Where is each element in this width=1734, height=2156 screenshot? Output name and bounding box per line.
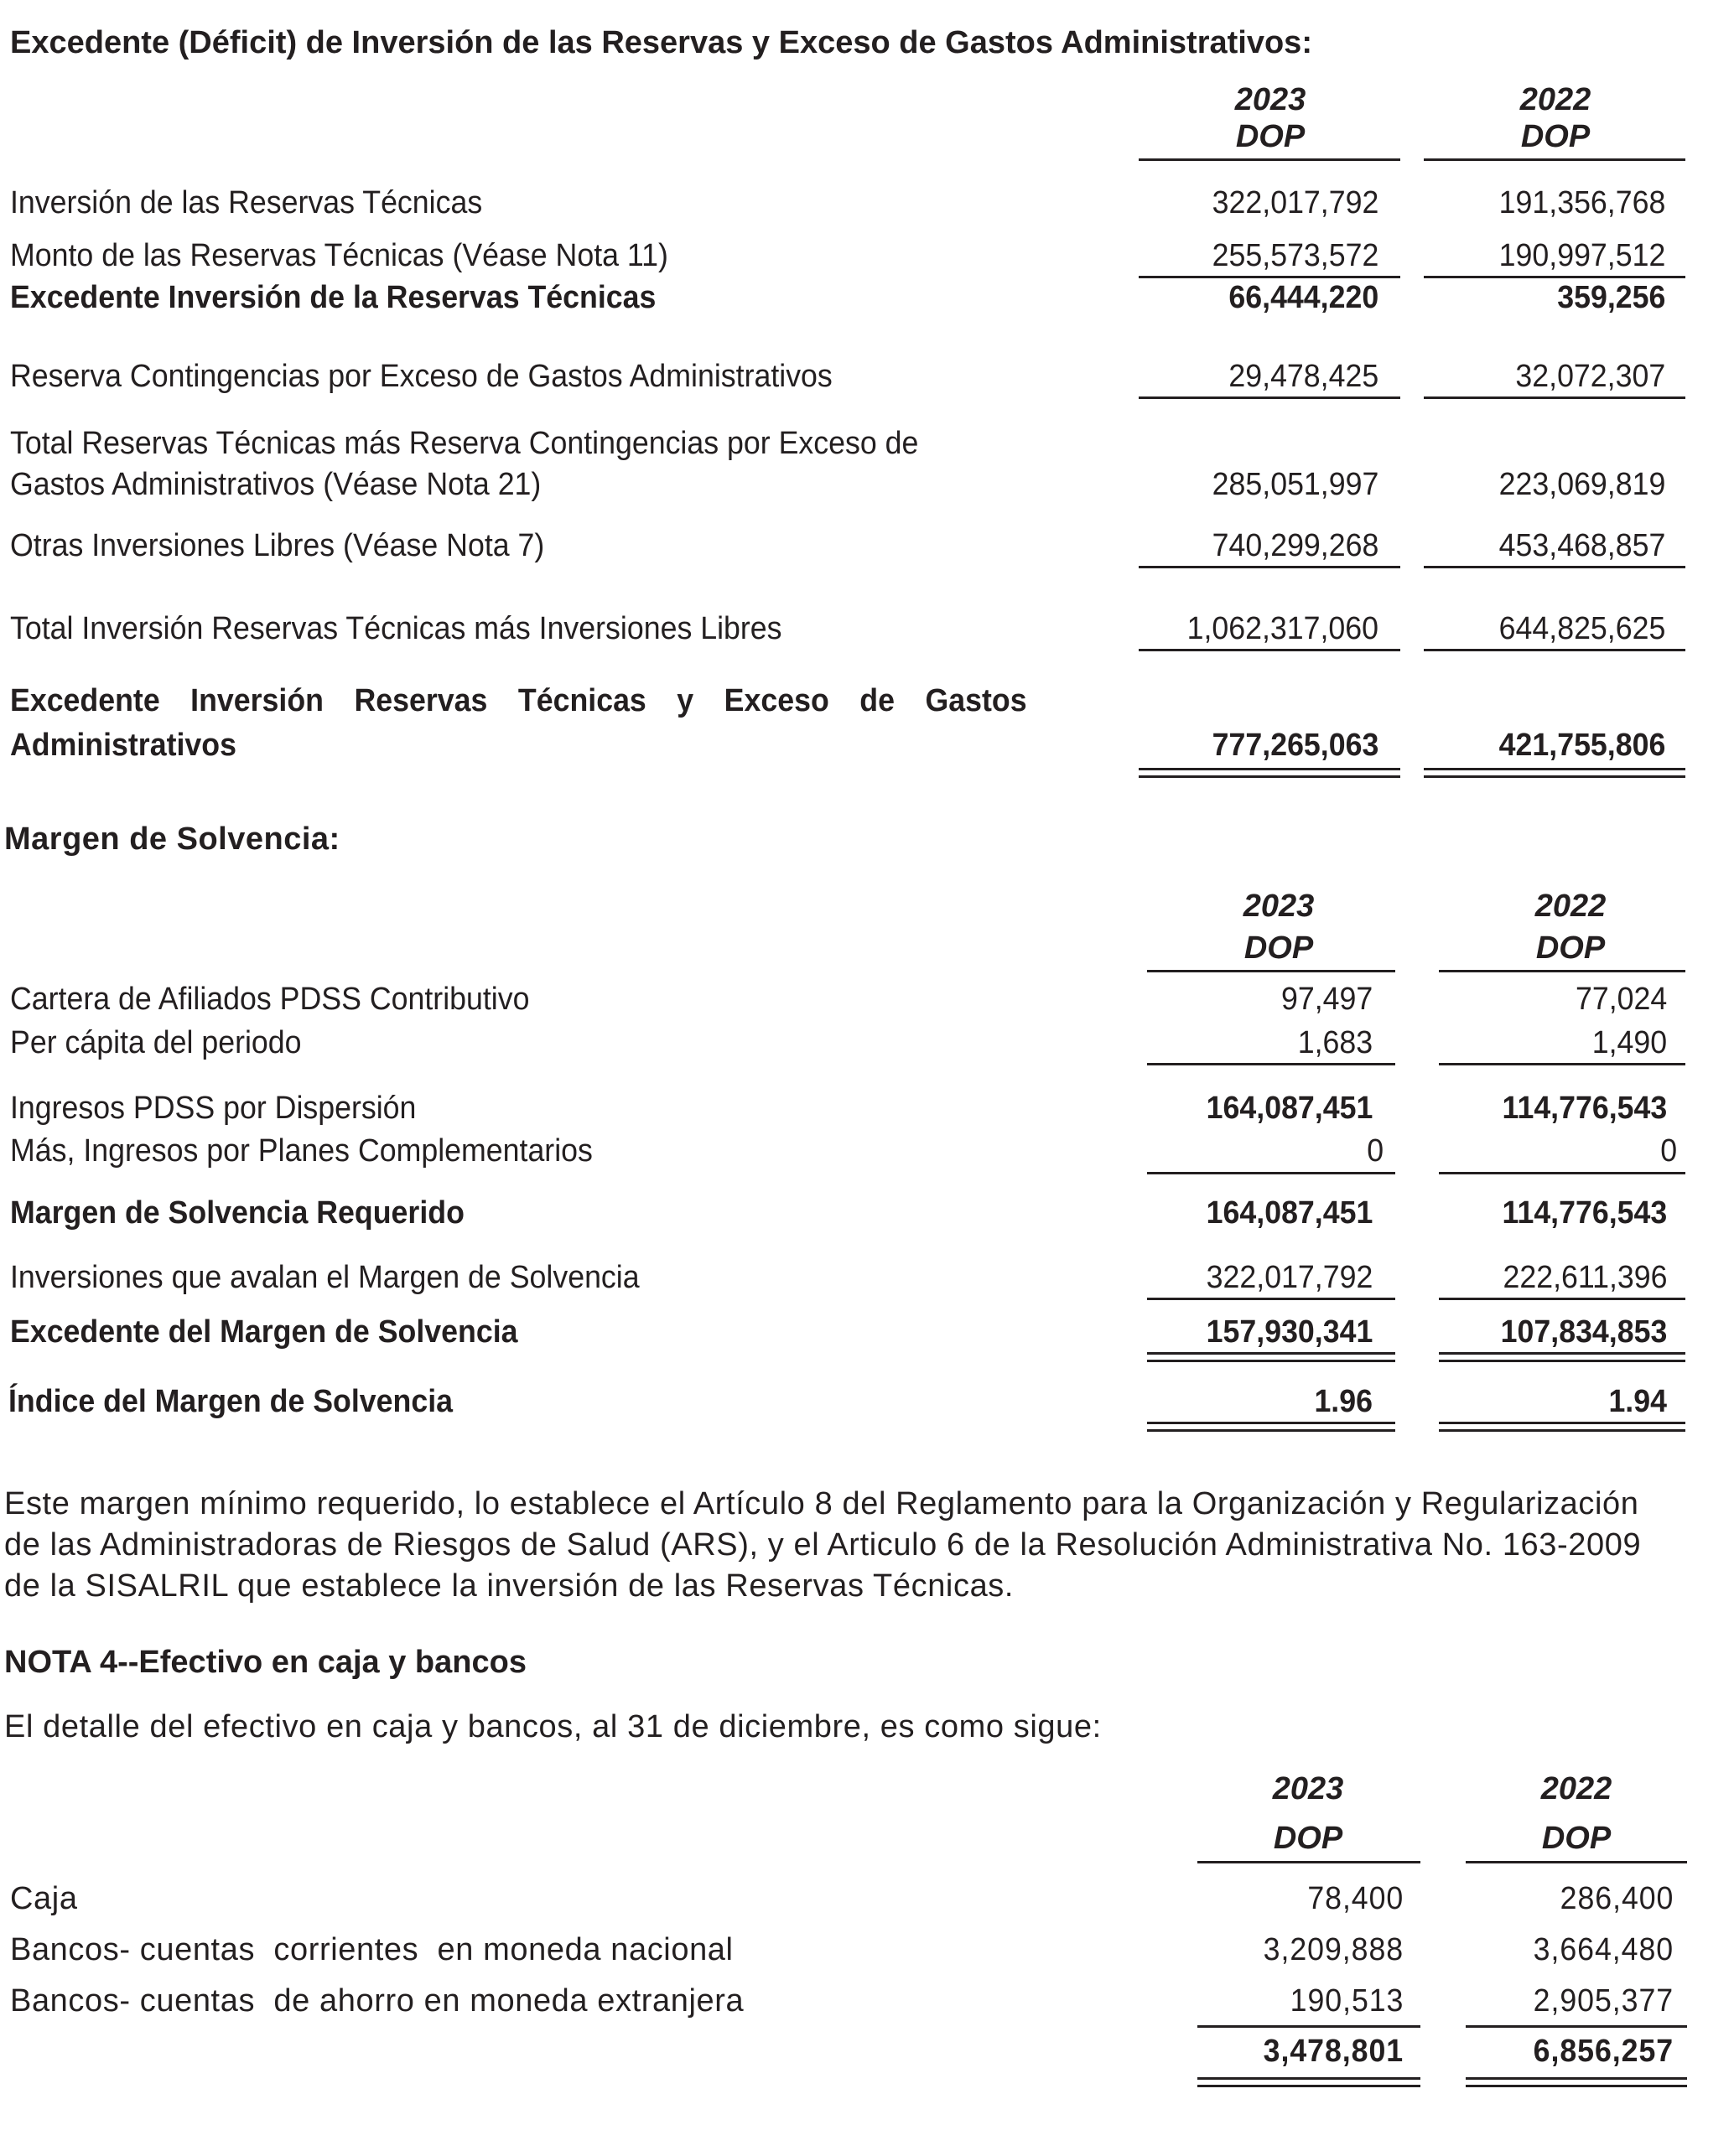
nota4-col1-double-rule [1197, 2077, 1420, 2087]
solvencia-row-label: Per cápita del periodo [10, 1025, 302, 1060]
reservas-row-label: Otras Inversiones Libres (Véase Nota 7) [10, 528, 545, 563]
reservas-row-value-2022: 644,825,625 [1498, 611, 1665, 646]
solvencia-row-label: Más, Ingresos por Planes Complementarios [10, 1133, 593, 1169]
solvencia-row-value-2023: 322,017,792 [1206, 1260, 1373, 1295]
nota4-col1-header-rule [1197, 1861, 1420, 1863]
nota4-title: NOTA 4--Efectivo en caja y bancos [4, 1645, 527, 1680]
nota4-col2-year: 2022 [1540, 1771, 1612, 1806]
solvencia-row-value-2022: 1.94 [1608, 1384, 1667, 1419]
solvencia-col1-double-rule [1147, 1352, 1395, 1362]
reservas-row-value-2022: 190,997,512 [1498, 238, 1665, 273]
reservas-col1-rule [1139, 566, 1400, 568]
reservas-row-label-line1 [10, 683, 1027, 719]
reservas-col2-year: 2022 [1519, 82, 1591, 117]
reservas-col2-rule [1424, 566, 1685, 568]
solvencia-col1-double-rule [1147, 1422, 1395, 1432]
label-word: y [677, 683, 694, 718]
reservas-row-value-2023: 777,265,063 [1212, 728, 1378, 763]
nota4-col1-currency: DOP [1273, 1821, 1343, 1856]
solvencia-title: Margen de Solvencia: [4, 821, 340, 857]
nota4-row-value-2023: 190,513 [1290, 1983, 1404, 2019]
nota4-col1-year: 2023 [1272, 1771, 1344, 1806]
label-word: Exceso [724, 683, 829, 718]
solvencia-col1-rule [1147, 1172, 1395, 1174]
label-word: Excedente [10, 683, 160, 718]
reservas-col1-rule [1139, 396, 1400, 399]
reservas-row-label: Total Inversión Reservas Técnicas más Inversiones Libres [10, 611, 782, 646]
nota4-col1-rule [1197, 2025, 1420, 2028]
solvencia-row-label: Margen de Solvencia Requerido [10, 1195, 465, 1231]
solvencia-row-value-2022: 114,776,543 [1502, 1091, 1667, 1126]
reservas-col1-currency: DOP [1235, 119, 1306, 154]
solvencia-row-value-2023: 1,683 [1297, 1025, 1373, 1060]
reservas-row-value-2022: 223,069,819 [1498, 467, 1665, 502]
solvencia-row-value-2023: 97,497 [1280, 982, 1373, 1017]
solvencia-col2-rule [1439, 1298, 1685, 1300]
reservas-title: Excedente (Déficit) de Inversión de las Reservas y Exceso de Gastos Administrativos: [10, 25, 1312, 60]
solvencia-row-value-2022: 0 [1660, 1133, 1677, 1169]
reservas-row-value-2023: 1,062,317,060 [1186, 611, 1378, 646]
reservas-col2-rule [1424, 276, 1685, 278]
solvencia-row-label: Ingresos PDSS por Dispersión [10, 1091, 417, 1126]
paragraph-line: Este margen mínimo requerido, lo establece el Artículo 8 del Reglamento para la Organización y Regularización [4, 1486, 1639, 1521]
nota4-total-2022: 6,856,257 [1533, 2034, 1674, 2069]
reservas-row-label: Reserva Contingencias por Exceso de Gastos Administrativos [10, 359, 833, 394]
nota4-row-label: Bancos- cuentas corrientes en moneda nacional [10, 1932, 734, 1967]
reservas-row-value-2023: 255,573,572 [1212, 238, 1378, 273]
reservas-col1-year: 2023 [1234, 82, 1306, 117]
solvencia-col1-year: 2023 [1243, 889, 1315, 924]
solvencia-row-value-2023: 164,087,451 [1206, 1091, 1373, 1126]
nota4-row-value-2022: 3,664,480 [1533, 1932, 1674, 1967]
solvencia-col2-currency: DOP [1535, 930, 1606, 966]
reservas-row-label-line2: Gastos Administrativos (Véase Nota 21) [10, 467, 542, 502]
reservas-row-label: Inversión de las Reservas Técnicas [10, 185, 483, 220]
label-word: Técnicas [517, 683, 646, 718]
reservas-row-value-2022: 32,072,307 [1515, 359, 1665, 394]
nota4-col2-double-rule [1466, 2077, 1687, 2087]
solvencia-col1-currency: DOP [1243, 930, 1314, 966]
reservas-row-label-line2: Administrativos [10, 728, 236, 763]
nota4-row-value-2022: 286,400 [1560, 1881, 1674, 1916]
solvencia-row-label: Índice del Margen de Solvencia [8, 1384, 454, 1419]
solvencia-row-value-2023: 164,087,451 [1206, 1195, 1373, 1231]
solvencia-col2-double-rule [1439, 1352, 1685, 1362]
paragraph-line: de la SISALRIL que establece la inversión de las Reservas Técnicas. [4, 1568, 1015, 1604]
reservas-row-value-2023: 285,051,997 [1212, 467, 1378, 502]
reservas-row-label: Monto de las Reservas Técnicas (Véase Nota 11) [10, 238, 668, 273]
nota4-col2-rule [1466, 2025, 1687, 2028]
solvencia-row-label: Cartera de Afiliados PDSS Contributivo [10, 982, 530, 1017]
solvencia-row-label: Excedente del Margen de Solvencia [10, 1314, 518, 1350]
reservas-col2-rule [1424, 396, 1685, 399]
nota4-col2-header-rule [1466, 1861, 1687, 1863]
nota4-row-value-2022: 2,905,377 [1533, 1983, 1674, 2019]
reservas-col2-currency: DOP [1520, 119, 1591, 154]
solvencia-row-value-2023: 157,930,341 [1206, 1314, 1373, 1350]
reservas-col2-double-rule [1424, 768, 1685, 778]
reservas-col1-rule [1139, 649, 1400, 651]
solvencia-col2-rule [1439, 1172, 1685, 1174]
reservas-col2-rule [1424, 649, 1685, 651]
reservas-row-value-2023: 740,299,268 [1212, 528, 1378, 563]
nota4-row-label: Caja [10, 1881, 78, 1916]
reservas-row-value-2023: 322,017,792 [1212, 185, 1378, 220]
solvencia-col1-header-rule [1147, 970, 1395, 972]
label-word: Inversión [190, 683, 324, 718]
reservas-row-value-2023: 29,478,425 [1228, 359, 1378, 394]
reservas-col2-header-rule [1424, 158, 1685, 161]
nota4-row-label: Bancos- cuentas de ahorro en moneda extranjera [10, 1983, 745, 2019]
reservas-col1-double-rule [1139, 768, 1400, 778]
solvencia-col2-year: 2022 [1534, 889, 1607, 924]
label-word: de [859, 683, 895, 718]
nota4-total-2023: 3,478,801 [1263, 2034, 1404, 2069]
solvencia-col1-rule [1147, 1063, 1395, 1065]
reservas-row-value-2022: 359,256 [1556, 280, 1665, 315]
solvencia-col1-rule [1147, 1298, 1395, 1300]
reservas-row-value-2022: 453,468,857 [1498, 528, 1665, 563]
solvencia-row-value-2023: 0 [1367, 1133, 1384, 1169]
reservas-row-label-line1: Total Reservas Técnicas más Reserva Contingencias por Exceso de [10, 426, 919, 461]
nota4-intro: El detalle del efectivo en caja y bancos, al 31 de diciembre, es como sigue: [4, 1709, 1102, 1744]
solvencia-col2-header-rule [1439, 970, 1685, 972]
reservas-col1-header-rule [1139, 158, 1400, 161]
reservas-col1-rule [1139, 276, 1400, 278]
reservas-row-value-2023: 66,444,220 [1228, 280, 1378, 315]
reservas-row-value-2022: 191,356,768 [1498, 185, 1665, 220]
solvencia-row-value-2022: 1,490 [1591, 1025, 1667, 1060]
label-word: Gastos [925, 683, 1027, 718]
solvencia-row-value-2022: 222,611,396 [1503, 1260, 1667, 1295]
nota4-row-value-2023: 78,400 [1307, 1881, 1404, 1916]
solvencia-row-value-2022: 77,024 [1575, 982, 1667, 1017]
solvencia-row-value-2022: 107,834,853 [1500, 1314, 1667, 1350]
paragraph-line: de las Administradoras de Riesgos de Salud (ARS), y el Articulo 6 de la Resolución Administrativa No. 163-2009 [4, 1527, 1642, 1563]
solvencia-row-label: Inversiones que avalan el Margen de Solvencia [10, 1260, 640, 1295]
label-word: Reservas [354, 683, 488, 718]
reservas-row-value-2022: 421,755,806 [1498, 728, 1665, 763]
solvencia-row-value-2023: 1.96 [1314, 1384, 1373, 1419]
solvencia-col2-double-rule [1439, 1422, 1685, 1432]
solvencia-col2-rule [1439, 1063, 1685, 1065]
nota4-col2-currency: DOP [1541, 1821, 1612, 1856]
solvencia-row-value-2022: 114,776,543 [1502, 1195, 1667, 1231]
reservas-row-label: Excedente Inversión de la Reservas Técnicas [10, 280, 657, 315]
nota4-row-value-2023: 3,209,888 [1263, 1932, 1404, 1967]
